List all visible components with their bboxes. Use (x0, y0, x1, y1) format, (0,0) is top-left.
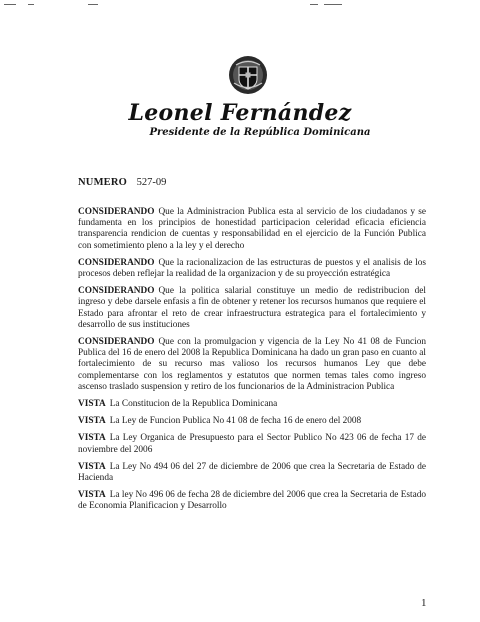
coat-of-arms-seal (228, 55, 268, 95)
paragraph-text: La ley No 496 06 de fecha 28 de diciembre del 2006 que crea la Secretaria de Estado de Economia Planificacion y Desarrollo (78, 490, 426, 512)
paragraph-text: Que la racionalizacion de las estructuras de puestos y el analisis de los procesos deben reflejar la realidad de la organizacion y de su proyección estratégica (78, 257, 426, 280)
paragraph-text: La Ley No 494 06 del 27 de diciembre de 2006 que crea la Secretaria de Estado de Hacienda (78, 461, 426, 484)
paragraph-keyword: VISTA (78, 461, 106, 472)
paragraph-keyword: CONSIDERANDO (78, 257, 155, 268)
vista-paragraph (78, 433, 426, 455)
vista-paragraph (78, 490, 426, 512)
paragraph-keyword: CONSIDERANDO (78, 286, 155, 297)
decree-body (78, 207, 426, 519)
paragraph-keyword: VISTA (78, 399, 106, 410)
scan-marks (0, 4, 480, 10)
considerando-paragraph (78, 207, 426, 252)
paragraph-keyword: VISTA (78, 433, 106, 444)
paragraph-keyword: VISTA (78, 490, 106, 501)
decree-number-label: NUMERO (78, 177, 128, 188)
paragraph-keyword: VISTA (78, 416, 106, 427)
presidential-signature (0, 100, 480, 139)
paragraph-text: La Constitucion de la Republica Dominicana (109, 399, 278, 410)
paragraph-keyword: CONSIDERANDO (78, 337, 155, 348)
paragraph-text: Que la politica salarial constituye un medio de redistribucion del ingreso y debe darsele enfasis a fin de obtener y retener los recursos humanos que requiere el Estado para afrontar el reto de crear infraestructura estrategica para el fortalecimiento y desarrollo de sus instituciones (78, 286, 426, 330)
paragraph-text: Que con la promulgacion y vigencia de la Ley No 41 08 de Funcion Publica del 16 de enero del 2008 la Republica Dominicana ha dado un gran paso en cuanto al fortalecimiento de su recurso mas valioso los recursos humanos Ley que debe complementarse con los reglamentos y estatutos que normen temas tales como ingreso ascenso traslado suspension y retiro de los funcionarios de la Administracion Publica (78, 337, 426, 392)
vista-paragraph (78, 416, 426, 427)
paragraph-text: La Ley Organica de Presupuesto para el Sector Publico No 423 06 de fecha 17 de noviembre del 2006 (78, 433, 426, 455)
paragraph-keyword: CONSIDERANDO (78, 207, 155, 217)
considerando-paragraph (78, 337, 426, 393)
decree-number-line (78, 177, 166, 188)
vista-paragraph (78, 462, 426, 484)
signature-name: Leonel Fernández (128, 100, 352, 126)
considerando-paragraph (78, 258, 426, 280)
page-number: 1 (421, 597, 427, 609)
paragraph-text: La Ley de Funcion Publica No 41 08 de fecha 16 de enero del 2008 (109, 416, 362, 427)
decree-number-value: 527-09 (136, 177, 167, 188)
paragraph-text: Que la Administracion Publica esta al servicio de los ciudadanos y se fundamenta en los principios de honestidad participacion celeridad eficacia eficiencia transparencia rendicion de cuentas y responsabilidad en el ejercicio de la Función Publica con sometimiento pleno a la ley y el derecho (78, 207, 426, 251)
considerando-paragraph (78, 286, 426, 331)
signature-title: Presidente de la República Dominicana (149, 127, 371, 138)
vista-paragraph (78, 399, 426, 410)
